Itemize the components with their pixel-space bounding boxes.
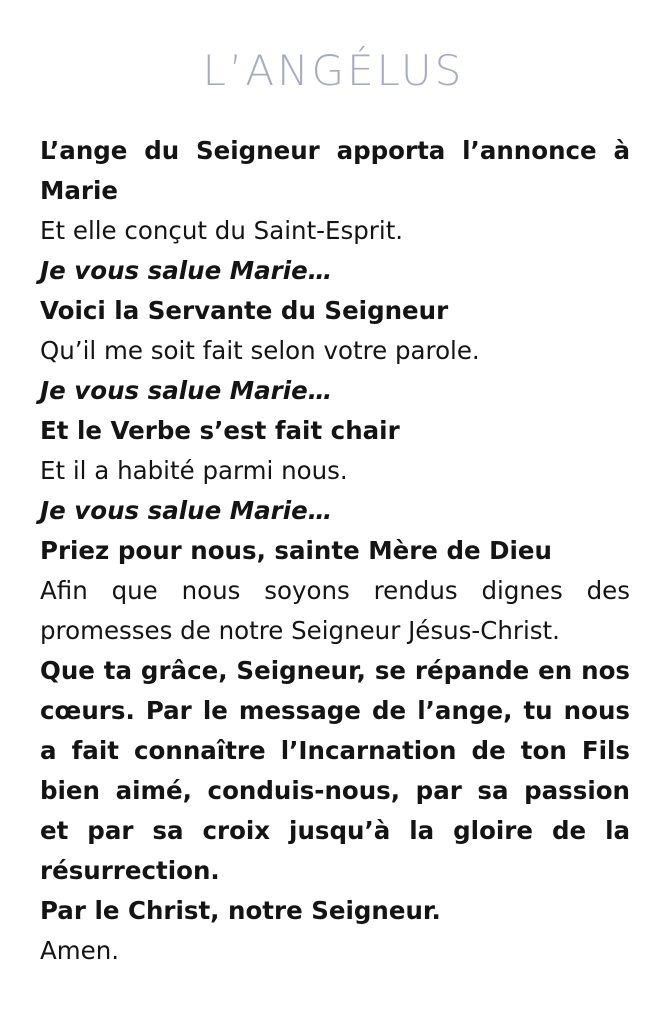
hail-mary-2: Je vous salue Marie…	[40, 376, 333, 405]
response-be-it-done: Qu’il me soit fait selon votre parole.	[40, 336, 480, 365]
verse-angel-announcement: L’ange du Seigneur apporta l’annonce à Marie	[40, 136, 630, 205]
hail-mary-3: Je vous salue Marie…	[40, 496, 333, 525]
hail-mary-1: Je vous salue Marie…	[40, 256, 333, 285]
verse-handmaid: Voici la Servante du Seigneur	[40, 296, 449, 325]
amen: Amen.	[40, 936, 120, 965]
response-dwelt-among-us: Et il a habité parmi nous.	[40, 456, 348, 485]
closing-prayer: Que ta grâce, Seigneur, se répande en nos cœurs. Par le message de l’ange, tu nous a fait connaître l’Incarnation de ton Fils bien aimé, conduis-nous, par sa passion et par sa croix jusqu’à la gloire de la résurrection.	[40, 656, 630, 885]
response-holy-spirit: Et elle conçut du Saint-Esprit.	[40, 216, 404, 245]
verse-pray-for-us: Priez pour nous, sainte Mère de Dieu	[40, 536, 552, 565]
verse-word-made-flesh: Et le Verbe s’est fait chair	[40, 416, 400, 445]
through-christ: Par le Christ, notre Seigneur.	[40, 896, 441, 925]
prayer-text	[40, 131, 630, 971]
response-worthy-promises: Afin que nous soyons rendus dignes des promesses de notre Seigneur Jésus-Christ.	[40, 576, 630, 645]
page-title: L’ANGÉLUS	[202, 46, 465, 95]
